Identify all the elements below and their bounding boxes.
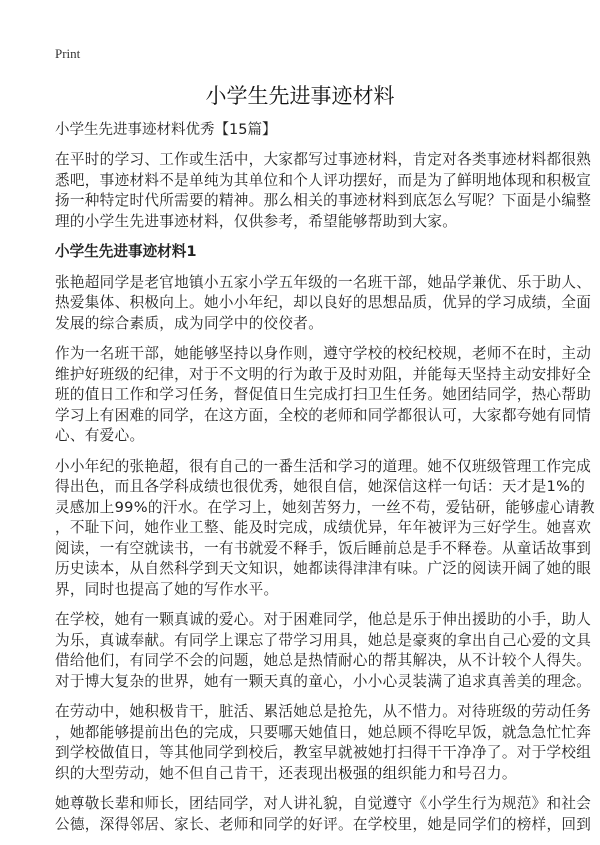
body-paragraph (55, 794, 592, 835)
text-line: 得出色，而且各学科成绩也很优秀，她很自信，她深信这样一句话：天才是1%的 (55, 478, 586, 495)
print-link[interactable]: Print (55, 46, 81, 61)
text-line: 对于博大复杂的世界，她有一颗天真的童心，小小心灵装满了追求真善美的理念。 (55, 672, 592, 690)
text-line: 张艳超同学是老官地镇小五家小学五年级的一名班干部，她品学兼优、乐于助人、 (55, 273, 592, 291)
text-line: 悉吧，事迹材料不是单纯为其单位和个人评功摆好，而是为了鲜明地体现和积极宣 (55, 171, 592, 189)
text-line: 热爱集体、积极向上。她小小年纪，却以良好的思想品质，优异的学习成绩，全面 (55, 294, 592, 311)
text-line: 界，同时也提高了她的写作水平。 (55, 580, 279, 598)
text-line: 历史读本，从自然科学到天文知识，她都读得津津有味。广泛的阅读开阔了她的眼 (55, 560, 592, 577)
text-line: 发展的综合素质，成为同学中的佼佼者。 (55, 314, 324, 332)
text-line: 到学校做值日，等其他同学到校后，教室早就被她打扫得干干净净了。对于学校组 (55, 744, 592, 761)
text-line: 灵感加上99%的汗水。在学习上，她刻苦努力，一丝不苟，爱钻研，能够虚心请教 (55, 498, 595, 516)
text-line: 理的小学生先进事迹材料，仅供参考，希望能够帮助到大家。 (55, 212, 458, 230)
intro-paragraph (55, 150, 592, 232)
text-line: 为乐，真诚奉献。有同学上课忘了带学习用具，她总是豪爽的拿出自己心爱的文具 (55, 631, 592, 649)
text-line: 维护好班级的纪律，对于不文明的行为敢于及时劝阻，并能每天坚持主动安排好全 (55, 365, 592, 383)
text-line: 学习上有困难的同学，在这方面，全校的老师和同学都很认可，大家都夸她有同情 (55, 406, 592, 424)
text-line: ，她都能够提前出色的完成，只要哪天她值日，她总顾不得吃早饭，就急急忙忙奔 (55, 723, 592, 741)
text-line: 在学校，她有一颗真诚的爱心。对于困难同学，他总是乐于伸出援助的小手，助人 (55, 611, 592, 628)
text-line: 作为一名班干部，她能够坚持以身作则，遵守学校的校纪校规，老师不在时，主动 (55, 345, 592, 362)
text-line: 公德，深得邻居、家长、老师和同学的好评。在学校里，她是同学们的榜样，回到 (55, 815, 592, 833)
body-paragraph (55, 457, 595, 601)
text-line: 心、有爱心。 (55, 427, 145, 444)
text-line: 她尊敬长辈和师长，团结同学，对人讲礼貌，自觉遵守《小学生行为规范》和社会 (55, 795, 592, 812)
section-heading: 小学生先进事迹材料1 (55, 243, 197, 260)
text-line: 织的大型劳动，她不但自己肯干，还表现出极强的组织能力和号召力。 (55, 764, 517, 782)
text-line: 在劳动中，她积极肯干，脏活、累活她总是抢先，从不惜力。对待班级的劳动任务 (55, 703, 592, 720)
body-paragraph (55, 273, 592, 335)
document-body (55, 120, 595, 845)
text-line: 在平时的学习、工作或生活中，大家都写过事迹材料，肯定对各类事迹材料都很熟 (55, 151, 592, 168)
section-paragraphs (55, 273, 595, 836)
text-line: 小小年纪的张艳超，很有自己的一番生活和学习的道理。她不仅班级管理工作完成 (55, 457, 592, 475)
body-paragraph (55, 702, 592, 784)
text-line: ，不耻下问，她作业工整、能及时完成，成绩优异，年年被评为三好学生。她喜欢 (55, 519, 592, 536)
body-paragraph (55, 610, 592, 692)
text-line: 阅读，一有空就读书，一有书就爱不释手，饭后睡前总是手不释卷。从童话故事到 (55, 539, 592, 557)
document-title: 小学生先进事迹材料 (205, 84, 395, 108)
document-subtitle: 小学生先进事迹材料优秀【15篇】 (55, 122, 277, 138)
text-line: 扬一种特定时代所需要的精神。那么相关的事迹材料到底怎么写呢？下面是小编整 (55, 192, 592, 209)
body-paragraph (55, 344, 592, 447)
text-line: 班的值日工作和学习任务，督促值日生完成打扫卫生任务。她团结同学，热心帮助 (55, 386, 592, 403)
text-line: 借给他们，有同学不会的问题，她总是热情耐心的帮其解决，从不计较个人得失。 (55, 652, 592, 669)
